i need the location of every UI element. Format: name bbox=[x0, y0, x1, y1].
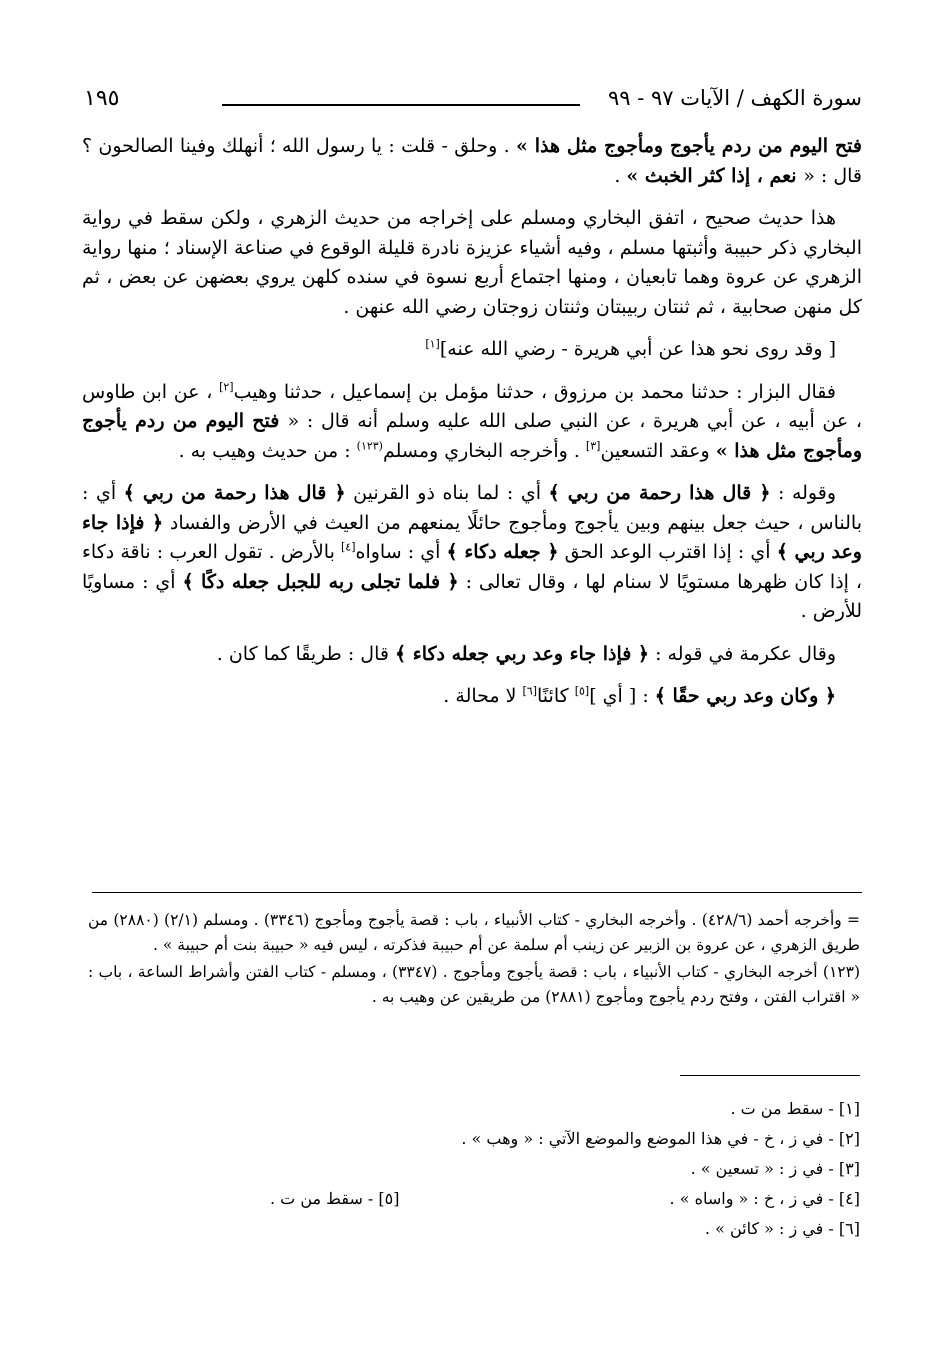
paragraph-hadith-end bbox=[82, 132, 862, 191]
paragraph-text: قال : طريقًا كما كان . bbox=[216, 642, 396, 665]
footnotes-divider bbox=[680, 1075, 860, 1076]
paragraph-text: وقال عكرمة في قوله : bbox=[649, 642, 836, 665]
quran-verse: ﴿ قال هذا رحمة من ربي ﴾ bbox=[123, 482, 346, 504]
quran-verse: ﴿ قال هذا رحمة من ربي ﴾ bbox=[548, 482, 771, 504]
bold-hadith-text: فتح اليوم من ردم يأجوج ومأجوج مثل هذا » bbox=[515, 135, 862, 157]
paragraph-ikrima bbox=[82, 640, 862, 670]
footnote-ref: [٦] bbox=[522, 684, 538, 698]
paragraph-text: . bbox=[614, 164, 627, 187]
quran-verse: ﴿ فلما تجلى ربه للجبل جعله دكًا ﴾ bbox=[182, 570, 459, 593]
paragraph-text: [ وقد روى نحو هذا عن أبي هريرة - رضي الله عنه] bbox=[439, 338, 836, 360]
footnote-item: [٤] - في ز ، خ : « واساه » . bbox=[669, 1189, 860, 1208]
footnote-item: [٢] - في ز ، خ - في هذا الموضع والموضع الآتي : « وهب » . bbox=[461, 1129, 860, 1148]
footnote-ref: [٣] bbox=[585, 439, 601, 453]
paragraph-text: وقوله : bbox=[770, 482, 836, 504]
paragraph-text: أي : إذا اقترب الوعد الحق bbox=[558, 541, 777, 563]
paragraph-text: أي : لما بناه ذو القرنين bbox=[345, 482, 549, 504]
paragraph-text: أي : مساويًا للأرض . bbox=[82, 570, 862, 622]
takhrij-notes bbox=[88, 908, 860, 1012]
paragraph-text: : [ أي ] bbox=[589, 685, 655, 707]
paragraph-text: أي : ساواه bbox=[355, 541, 447, 563]
notes-divider bbox=[92, 892, 862, 893]
paragraph-text: كائنًا bbox=[537, 685, 575, 707]
note-item: = وأخرجه أحمد (٤٢٨/٦) . وأخرجه البخاري - كتاب الأنبياء ، باب : قصة يأجوج ومأجوج (٣٣٤٦) . ومسلم (٢/١) (٢٨٨٠) من طريق الزهري ، عن عروة بن الزبير عن زينب أم سلمة عن أم حبيبة فذكرته ، ليس فيه « حبيبة بنت أم حبيبة » . bbox=[88, 911, 860, 954]
bold-hadith-text: نعم ، إذا كثر الخبث » bbox=[626, 164, 804, 187]
note-item: (١٢٣) أخرجه البخاري - كتاب الأنبياء ، باب : قصة يأجوج ومأجوج . (٣٣٤٧) ، ومسلم - كتاب الفتن وأشراط الساعة ، باب : « اقتراب الفتن ، وفتح ردم يأجوج ومأجوج (٢٨٨١) من طريقين عن وهيب به . bbox=[88, 963, 860, 1006]
page-header bbox=[84, 86, 862, 120]
paragraph-text: : من حديث وهيب به . bbox=[178, 439, 357, 462]
header-rule bbox=[222, 104, 580, 106]
paragraph-text: ، عن ابن طاوس ، عن أبيه ، عن أبي هريرة ، عن النبي صلى الله عليه وسلم أنه قال : « bbox=[82, 380, 862, 432]
quran-verse: ﴿ وكان وعد ربي حقًا ﴾ bbox=[654, 685, 836, 707]
paragraph-text: أي : بالناس ، حيث جعل بينهم وبين يأجوج ومأجوج حائلًا يمنعهم من العيث في الأرض والفساد bbox=[82, 482, 862, 534]
footnote-ref: [٢] bbox=[219, 380, 234, 394]
paragraph-text: . وأخرجه البخاري ومسلم bbox=[382, 439, 586, 462]
footnote-ref: [١] bbox=[425, 337, 440, 351]
footnote-item: [٥] - سقط من ت . bbox=[270, 1189, 400, 1208]
footnote-item: [٦] - في ز : « كائن » . bbox=[704, 1219, 860, 1238]
paragraph-text: فقال البزار : حدثنا محمد بن مرزوق ، حدثنا مؤمل بن إسماعيل ، حدثنا وهيب bbox=[233, 380, 836, 403]
footnotes bbox=[90, 1094, 860, 1244]
paragraph-text: لا محالة . bbox=[443, 685, 523, 707]
footnote-ref: [٥] bbox=[574, 684, 590, 698]
quran-verse: ﴿ جعله دكاء ﴾ bbox=[446, 541, 559, 563]
footnote-item: [١] - سقط من ت . bbox=[730, 1099, 860, 1118]
quran-verse: ﴿ فإذا جاء وعد ربي ﴾ bbox=[82, 511, 862, 563]
paragraph-text: وعقد التسعين bbox=[600, 439, 716, 462]
footnote-ref: [٤] bbox=[341, 540, 356, 554]
paragraph-promise bbox=[82, 682, 862, 712]
paragraph-hadith-grading: هذا حديث صحيح ، اتفق البخاري ومسلم على إخراجه من حديث الزهري ، ولكن سقط في رواية البخاري ذكر حبيبة وأثبتها مسلم ، وفيه أشياء عزيزة نادرة قليلة الوقوع في صناعة الإسناد ؛ منها رواية الزهري عن عروة وهما تابعيان ، ومنها اجتماع أربع نسوة في سنده كلهن يروي بعضهن عن بعض ، ثم كل منهن صحابية ، ثم ثنتان ربيبتان وثنتان زوجتان رضي الله عنهن . bbox=[82, 207, 862, 318]
page-number: ١٩٥ bbox=[84, 86, 120, 111]
bold-hadith-text: فتح اليوم من ردم يأجوج ومأجوج مثل هذا » bbox=[82, 410, 862, 462]
paragraph-bracket-note bbox=[82, 335, 862, 365]
paragraph-tafsir bbox=[82, 479, 862, 627]
paragraph-bazzar bbox=[82, 378, 862, 467]
running-title: سورة الكهف / الآيات ٩٧ - ٩٩ bbox=[607, 86, 862, 110]
main-text bbox=[82, 132, 862, 725]
footnote-item: [٣] - في ز : « تسعين » . bbox=[690, 1159, 860, 1178]
quran-verse: ﴿ فإذا جاء وعد ربي جعله دكاء ﴾ bbox=[395, 642, 650, 665]
note-ref: (١٢٣) bbox=[356, 439, 383, 453]
paragraph-text: . وحلق - قلت : يا رسول الله ؛ أنهلك وفينا الصالحون ؟ قال : « bbox=[82, 135, 862, 187]
paragraph-text: بالأرض . تقول العرب : ناقة دكاء ، إذا كان ظهرها مستويًا لا سنام لها ، وقال تعالى : bbox=[82, 541, 862, 593]
